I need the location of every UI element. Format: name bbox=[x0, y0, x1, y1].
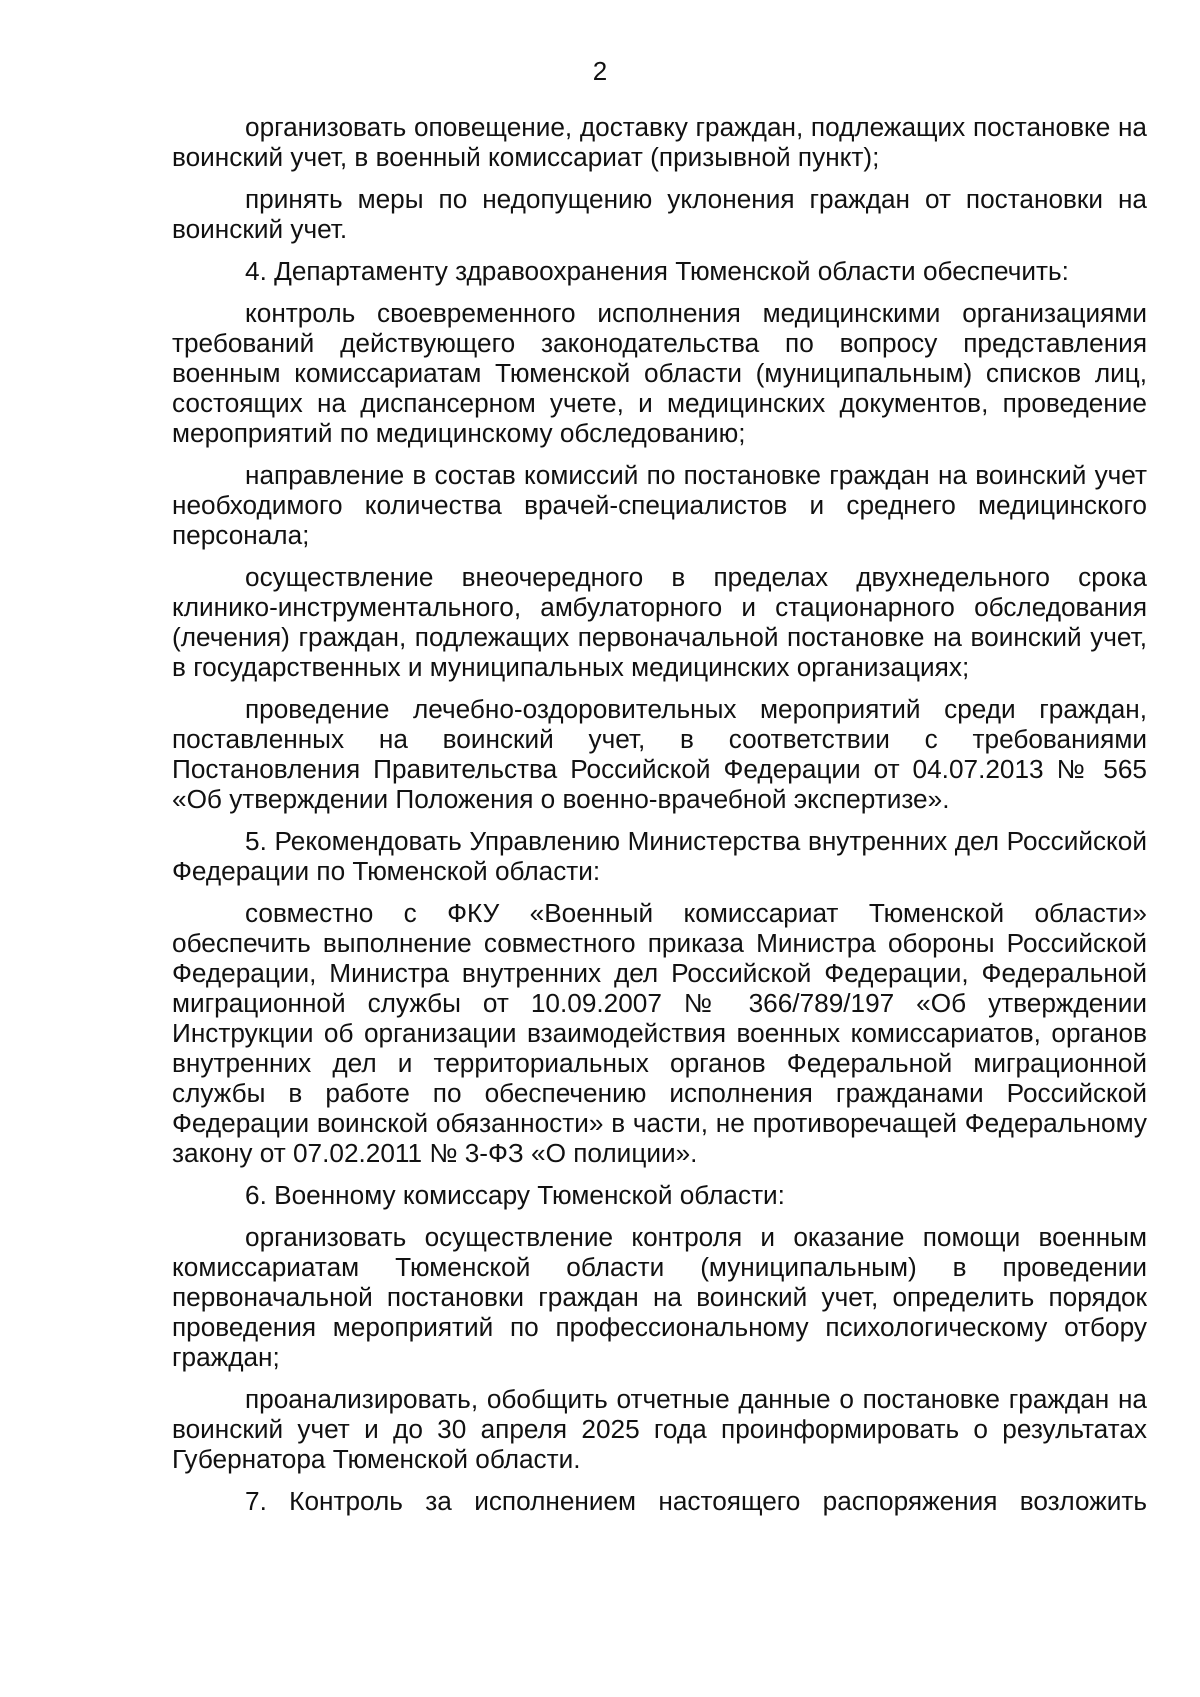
paragraph-item-5-interior-ministry: 5. Рекомендовать Управлению Министерства внутренних дел Российской Федерации по Тюменской области: bbox=[172, 826, 1147, 886]
paragraph-health-improvement-measures: проведение лечебно-оздоровительных мероприятий среди граждан, поставленных на воинский учет, в соответствии с требованиями Постановления Правительства Российской Федерации от 04.07.2013 № 565 «Об утверждении Положения о военно-врачебной экспертизе». bbox=[172, 694, 1147, 814]
paragraph-organize-control-assistance: организовать осуществление контроля и оказание помощи военным комиссариатам Тюменской области (муниципальным) в проведении первоначальной постановки граждан на воинский учет, определить порядок проведения мероприятий по профессиональному психологическому отбору граждан; bbox=[172, 1222, 1147, 1372]
paragraph-doctors-to-commissions: направление в состав комиссий по постановке граждан на воинский учет необходимого количества врачей-специалистов и среднего медицинского персонала; bbox=[172, 460, 1147, 550]
paragraph-notify-citizens: организовать оповещение, доставку граждан, подлежащих постановке на воинский учет, в военный комиссариат (призывной пункт); bbox=[172, 112, 1147, 172]
document-body bbox=[172, 112, 1147, 1516]
paragraph-item-6-military-commissioner: 6. Военному комиссару Тюменской области: bbox=[245, 1180, 785, 1210]
page-number: 2 bbox=[592, 56, 608, 86]
paragraph-analyze-report-data: проанализировать, обобщить отчетные данные о постановке граждан на воинский учет и до 30 апреля 2025 года проинформировать о результатах Губернатора Тюменской области. bbox=[172, 1384, 1147, 1474]
paragraph-control-medical-organizations: контроль своевременного исполнения медицинскими организациями требований действующего законодательства по вопросу представления военным комиссариатам Тюменской области (муниципальным) списков лиц, состоящих на диспансерном учете, и медицинских документов, проведение мероприятий по медицинскому обследованию; bbox=[172, 298, 1147, 448]
paragraph-item-7-control: 7. Контроль за исполнением настоящего распоряжения возложить bbox=[245, 1486, 1147, 1516]
paragraph-item-4-health-department: 4. Департаменту здравоохранения Тюменской области обеспечить: bbox=[245, 256, 1069, 286]
paragraph-extraordinary-examination: осуществление внеочередного в пределах двухнедельного срока клинико-инструментального, амбулаторного и стационарного обследования (лечения) граждан, подлежащих первоначальной постановке на воинский учет, в государственных и муниципальных медицинских организациях; bbox=[172, 562, 1147, 682]
paragraph-joint-order-execution: совместно с ФКУ «Военный комиссариат Тюменской области» обеспечить выполнение совместного приказа Министра обороны Российской Федерации, Министра внутренних дел Российской Федерации, Федеральной миграционной службы от 10.09.2007 № 366/789/197 «Об утверждении Инструкции об организации взаимодействия военных комиссариатов, органов внутренних дел и территориальных органов Федеральной миграционной службы в работе по обеспечению исполнения гражданами Российской Федерации воинской обязанности» в части, не противоречащей Федеральному закону от 07.02.2011 № 3-ФЗ «О полиции». bbox=[172, 898, 1147, 1168]
paragraph-prevent-evasion: принять меры по недопущению уклонения граждан от постановки на воинский учет. bbox=[172, 184, 1147, 244]
